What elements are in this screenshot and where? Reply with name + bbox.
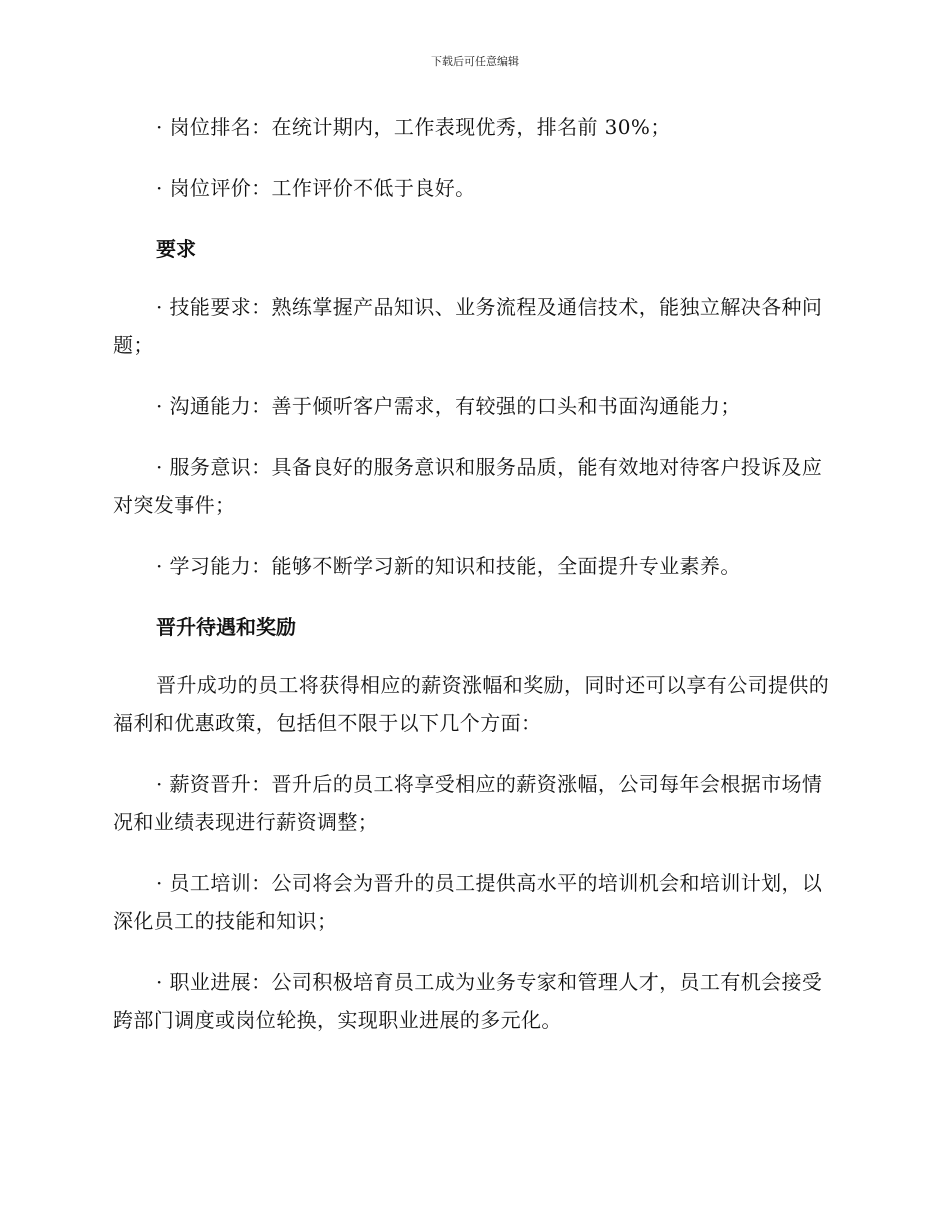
document-body bbox=[113, 108, 833, 1062]
page-header-note: 下载后可任意编辑 bbox=[431, 55, 519, 68]
section-heading-rewards: 晋升待遇和奖励 bbox=[156, 615, 296, 639]
paragraph-skill-requirements: · 技能要求：熟练掌握产品知识、业务流程及通信技术，能独立解决各种问题； bbox=[113, 295, 823, 357]
paragraph-position-evaluation: · 岗位评价：工作评价不低于良好。 bbox=[156, 176, 476, 200]
section-heading-requirements: 要求 bbox=[156, 237, 196, 261]
paragraph-career-progress: · 职业进展：公司积极培育员工成为业务专家和管理人才，员工有机会接受跨部门调度或岗位轮换，实现职业进展的多元化。 bbox=[113, 970, 823, 1032]
paragraph-learning-ability: · 学习能力：能够不断学习新的知识和技能，全面提升专业素养。 bbox=[156, 554, 741, 578]
paragraph-salary-promotion: · 薪资晋升：晋升后的员工将享受相应的薪资涨幅，公司每年会根据市场情况和业绩表现进行薪资调整； bbox=[113, 772, 823, 834]
paragraph-communication-ability: · 沟通能力：善于倾听客户需求，有较强的口头和书面沟通能力； bbox=[156, 394, 741, 418]
paragraph-employee-training: · 员工培训：公司将会为晋升的员工提供高水平的培训机会和培训计划，以深化员工的技能和知识； bbox=[113, 871, 823, 933]
paragraph-service-awareness: · 服务意识：具备良好的服务意识和服务品质，能有效地对待客户投诉及应对突发事件； bbox=[113, 455, 823, 517]
paragraph-position-ranking: · 岗位排名：在统计期内，工作表现优秀，排名前 30%； bbox=[156, 115, 671, 139]
paragraph-rewards-intro: 晋升成功的员工将获得相应的薪资涨幅和奖励，同时还可以享有公司提供的福利和优惠政策，包括但不限于以下几个方面： bbox=[113, 673, 830, 735]
